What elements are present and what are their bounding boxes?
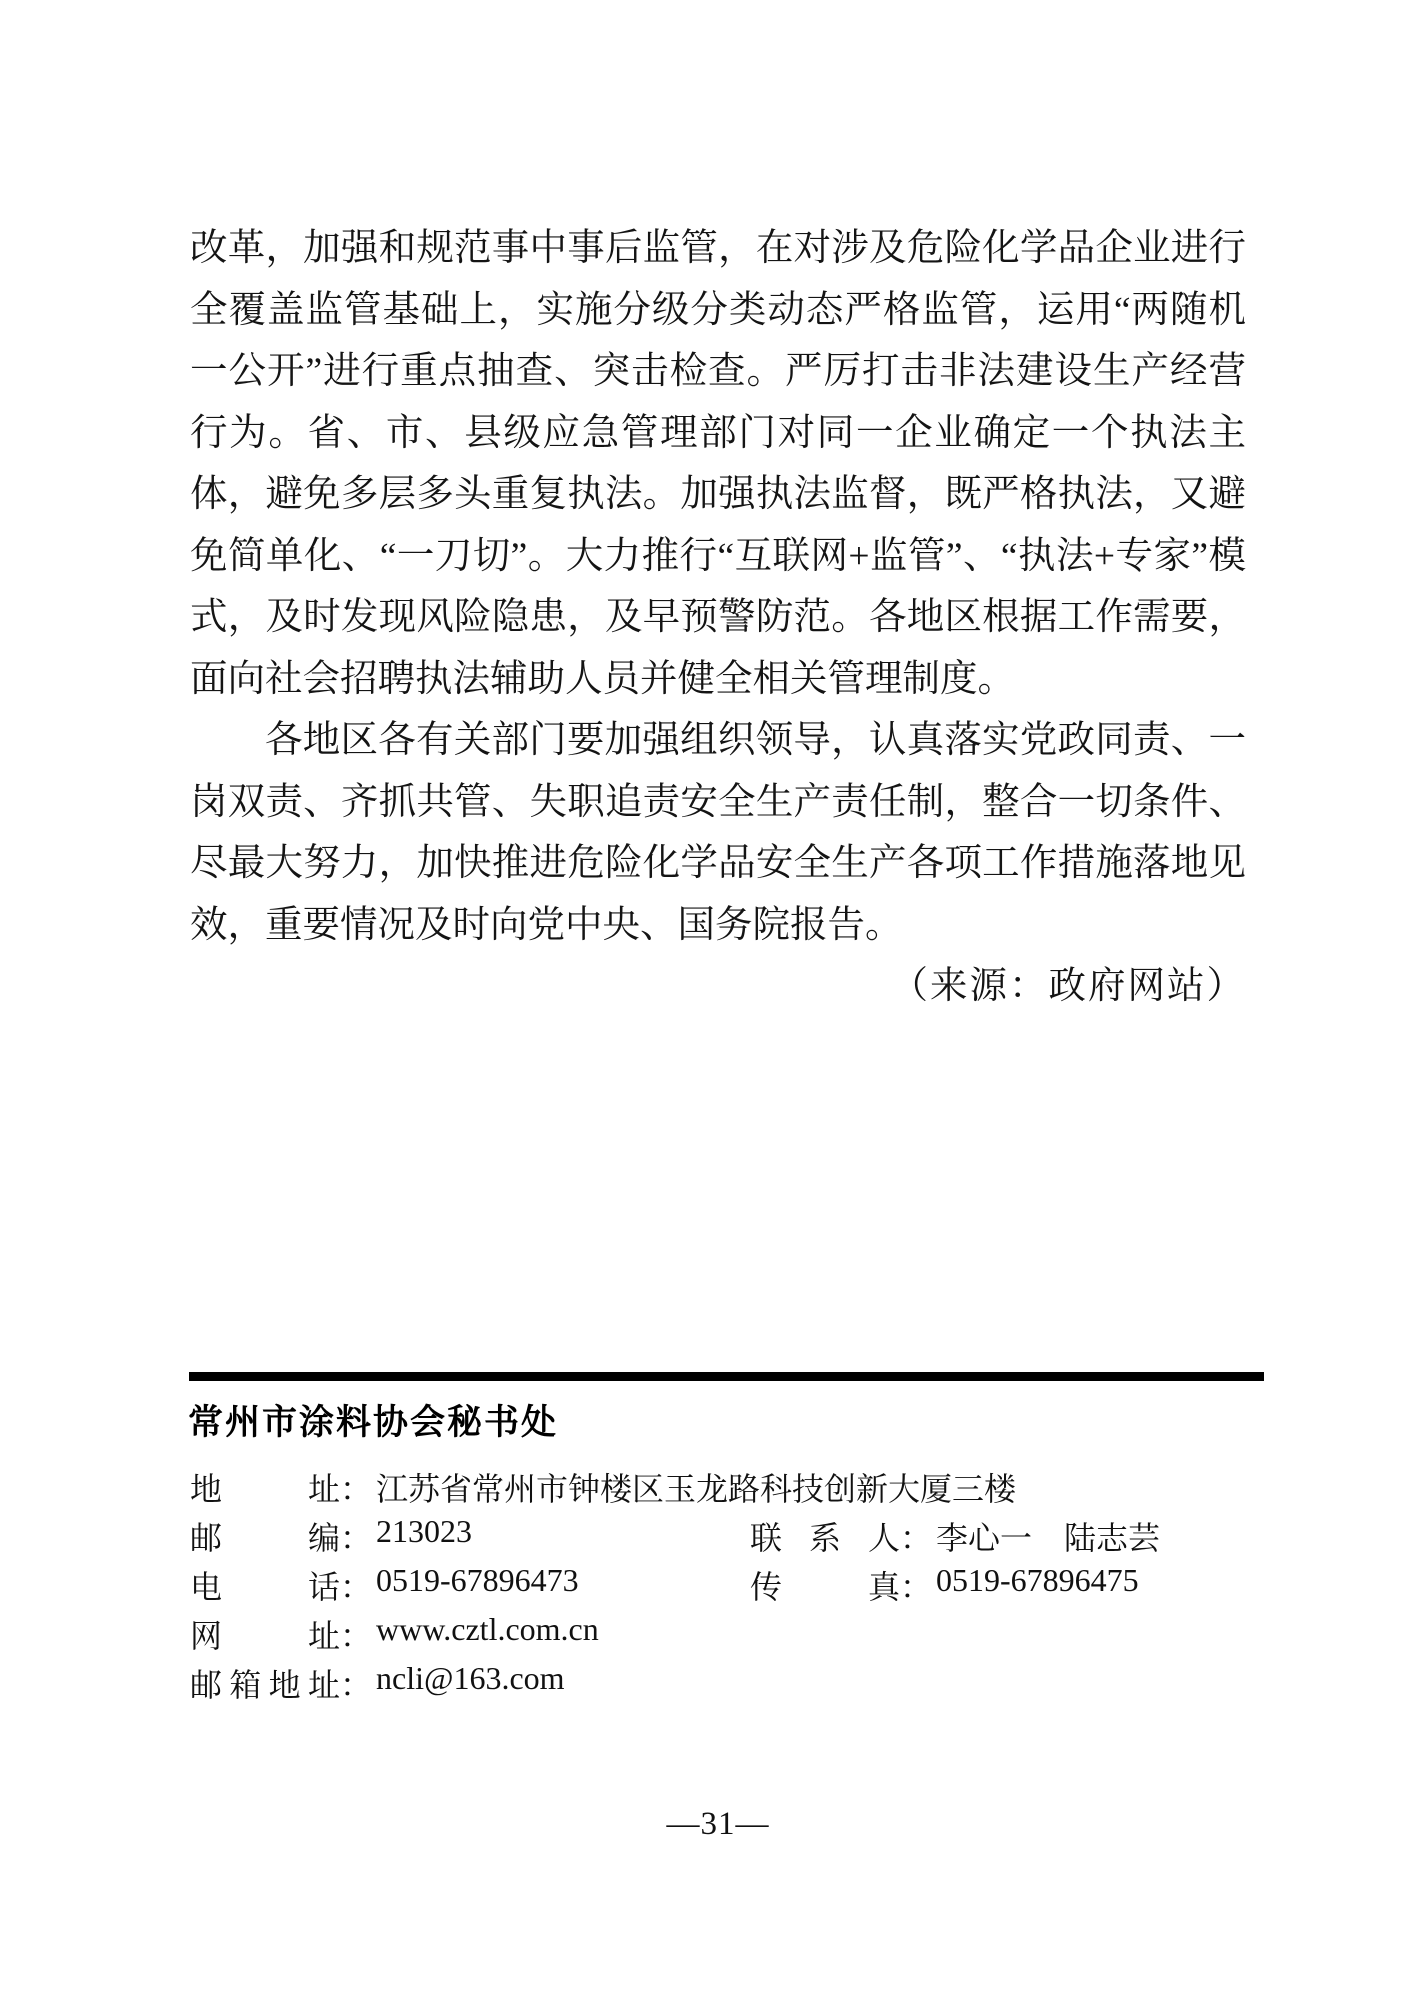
email-label: 邮箱地址	[190, 1667, 340, 1703]
body-text	[190, 218, 1246, 1018]
contact-row-web	[190, 1611, 1265, 1660]
fax-value: 0519-67896475	[936, 1562, 1139, 1598]
phone-label: 电话	[190, 1569, 340, 1605]
paragraph-continued: 改革，加强和规范事中事后监管，在对涉及危险化学品企业进行全覆盖监管基础上，实施分级分类动态严格监管，运用“两随机一公开”进行重点抽查、突击检查。严厉打击非法建设生产经营行为。省、市、县级应急管理部门对同一企业确定一个执法主体，避免多层多头重复执法。加强执法监督，既严格执法，又避免简单化、“一刀切”。大力推行“互联网+监管”、“执法+专家”模式，及时发现风险隐患，及早预警防范。各地区根据工作需要，面向社会招聘执法辅助人员并健全相关管理制度。	[190, 228, 1246, 700]
website-field	[190, 1611, 1246, 1657]
website-label: 网址	[190, 1618, 340, 1654]
contact-row-zip-contact	[190, 1513, 1265, 1562]
contact-person-field	[750, 1513, 1265, 1559]
zip-field	[190, 1513, 750, 1559]
fax-colon: ：	[900, 1569, 933, 1605]
website-colon: ：	[340, 1618, 373, 1654]
contact-person-colon: ：	[900, 1520, 933, 1556]
contact-info	[190, 1464, 1265, 1709]
footer-heading: 常州市涂料协会秘书处	[188, 1403, 559, 1442]
website-value: www.cztl.com.cn	[376, 1611, 599, 1647]
address-value: 江苏省常州市钟楼区玉龙路科技创新大厦三楼	[376, 1471, 1017, 1507]
address-field	[190, 1464, 1246, 1510]
contact-row-phone-fax	[190, 1562, 1265, 1611]
phone-colon: ：	[340, 1569, 373, 1605]
source-attribution: （来源：政府网站）	[890, 966, 1246, 1007]
email-value: ncli@163.com	[376, 1660, 565, 1696]
contact-row-address	[190, 1464, 1265, 1513]
phone-field	[190, 1562, 750, 1608]
paragraph-second: 各地区各有关部门要加强组织领导，认真落实党政同责、一岗双责、齐抓共管、失职追责安全生产责任制，整合一切条件、尽最大努力，加快推进危险化学品安全生产各项工作措施落地见效，重要情况及时向党中央、国务院报告。	[190, 720, 1246, 946]
zip-value: 213023	[376, 1513, 473, 1549]
contact-person-value: 李心一 陆志芸	[936, 1520, 1161, 1556]
fax-field	[750, 1562, 1265, 1608]
address-label: 地址	[190, 1471, 340, 1507]
page-number: —31—	[666, 1806, 770, 1842]
email-field	[190, 1660, 1246, 1706]
zip-label: 邮编	[190, 1520, 340, 1556]
zip-colon: ：	[340, 1520, 373, 1556]
footer-divider-rule	[189, 1372, 1264, 1381]
phone-value: 0519-67896473	[376, 1562, 579, 1598]
contact-person-label: 联系人	[750, 1520, 900, 1556]
email-colon: ：	[340, 1667, 373, 1703]
address-colon: ：	[340, 1471, 373, 1507]
fax-label: 传真	[750, 1569, 900, 1605]
contact-row-email	[190, 1660, 1265, 1709]
